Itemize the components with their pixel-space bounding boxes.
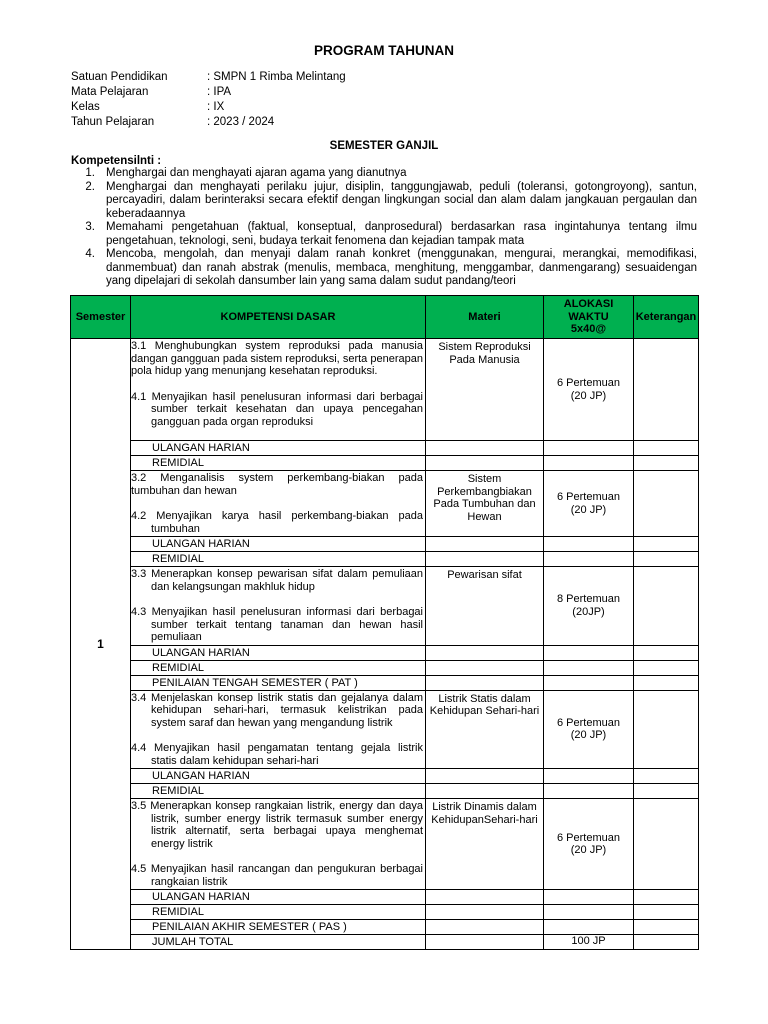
ki-number: 3.	[85, 221, 95, 233]
ulangan-harian: ULANGAN HARIAN	[131, 645, 426, 660]
header-kompetensi-dasar: KOMPETENSI DASAR	[131, 296, 426, 339]
info-row	[71, 100, 346, 115]
kd-cell	[131, 799, 426, 890]
total-label: JUMLAH TOTAL	[131, 935, 426, 950]
kd-3: 3.5 Menerapkan konsep rangkaian listrik, energy dan daya listrik, sumber energy listrik termasuk sumber energy listrik alternatif, serta berbagai upaya menghemat energy listrik	[131, 800, 423, 850]
ki-text: Mencoba, mengolah, dan menyaji dalam ranah konkret (menggunakan, mengurai, merangkai, memodifikasi, danmembuat) dan ranah abstrak (menulis, membaca, menghitung, menggambar, danmengarang) sesuaidengan yang dipelajari di sekolah dansumber lain yang sama dalam sudut pandang/teori	[106, 248, 697, 287]
alokasi-cell	[544, 690, 634, 769]
alokasi-line: 6 Pertemuan	[557, 377, 620, 389]
info-row	[71, 85, 346, 100]
alokasi-line: 6 Pertemuan	[557, 491, 620, 503]
info-row	[71, 70, 346, 85]
kd-4: 4.1 Menyajikan hasil penelusuran informasi dari berbagai sumber terkait kesehatan dan upaya pencegahan gangguan pada organ reproduksi	[131, 390, 423, 428]
materi-cell: Sistem Perkembangbiakan Pada Tumbuhan dan Hewan	[426, 471, 544, 537]
table-header-row	[71, 296, 699, 339]
alokasi-cell	[544, 471, 634, 537]
ki-item	[71, 221, 697, 248]
ulangan-harian: ULANGAN HARIAN	[131, 537, 426, 552]
ki-number: 2.	[85, 180, 95, 193]
alokasi-line: (20 JP)	[570, 389, 607, 402]
ki-list	[71, 167, 697, 289]
table-row	[71, 339, 699, 441]
info-value: : IPA	[207, 86, 232, 98]
alokasi-line: 6 Pertemuan	[557, 831, 620, 844]
info-label: Tahun Pelajaran	[71, 116, 155, 128]
remidial: REMIDIAL	[131, 905, 426, 920]
semester-heading: SEMESTER GANJIL	[329, 140, 439, 152]
alokasi-line: 8 Pertemuan	[557, 593, 620, 606]
header-semester: Semester	[71, 296, 131, 339]
header-materi: Materi	[426, 296, 544, 339]
semester-cell: 1	[71, 339, 131, 950]
table-row	[71, 567, 699, 646]
keterangan-cell	[634, 339, 699, 441]
alokasi-line: (20 JP)	[570, 729, 607, 742]
materi-cell: Listrik Statis dalam Kehidupan Sehari-hari	[426, 690, 544, 769]
materi-cell: Listrik Dinamis dalam KehidupanSehari-hari	[426, 799, 544, 890]
table-row	[71, 441, 699, 456]
alokasi-cell	[544, 339, 634, 441]
info-label: Mata Pelajaran	[71, 86, 149, 98]
ki-item	[71, 167, 697, 181]
info-value: : IX	[207, 101, 225, 113]
alokasi-line: (20 JP)	[570, 503, 607, 516]
ki-text: Menghargai dan menghayati perilaku jujur, disiplin, tanggungjawab, peduli (toleransi, gotongroyong), santun, percayadiri, dalam berinteraksi secara efektif dengan lingkungan social dan alam dalam jangkauan pergaulan dan keberadaannya	[106, 180, 697, 220]
header-alokasi-line: WAKTU	[568, 310, 609, 323]
pat-row: PENILAIAN TENGAH SEMESTER ( PAT )	[131, 675, 426, 690]
alokasi-line: (20JP)	[572, 605, 605, 618]
keterangan-cell	[634, 799, 699, 890]
materi-cell: Pewarisan sifat	[426, 567, 544, 646]
kd-3: 3.4 Menjelaskan konsep listrik statis dan gejalanya dalam kehidupan sehari-hari, termasuk kelistrikan pada system saraf dan hewan yang mengandung listrik	[131, 691, 423, 729]
ki-item	[71, 248, 697, 289]
info-label: Satuan Pendidikan	[71, 71, 168, 83]
kd-4: 4.3 Menyajikan hasil penelusuran informasi dari berbagai sumber terkait tentang tanaman dan hewan hasil pemuliaan	[131, 606, 423, 643]
kd-4: 4.2 Menyajikan karya hasil perkembang-biakan pada tumbuhan	[131, 510, 423, 535]
materi-cell: Sistem Reproduksi Pada Manusia	[426, 339, 544, 441]
info-row	[71, 115, 346, 130]
header-keterangan: Keterangan	[634, 296, 699, 339]
alokasi-line: 6 Pertemuan	[557, 716, 620, 729]
table-row	[71, 660, 699, 675]
info-label: Kelas	[71, 101, 100, 113]
table-row	[71, 890, 699, 905]
table-row	[71, 537, 699, 552]
remidial: REMIDIAL	[131, 456, 426, 471]
header-alokasi-line: ALOKASI	[563, 298, 614, 311]
total-value: 100 JP	[544, 935, 634, 950]
alokasi-cell	[544, 799, 634, 890]
kd-3: 3.1 Menghubungkan system reproduksi pada manusia dangan gangguan pada sistem reproduksi, serta penerapan pola hidup yang menunjang kesehatan reproduksi.	[131, 340, 423, 377]
identity-block	[71, 70, 346, 130]
program-table	[70, 295, 699, 950]
kd-3: 3.3 Menerapkan konsep pewarisan sifat dalam pemuliaan dan kelangsungan makhluk hidup	[131, 568, 423, 593]
alokasi-cell	[544, 567, 634, 646]
ki-item	[71, 181, 697, 222]
header-alokasi	[544, 296, 634, 339]
info-value: : 2023 / 2024	[207, 116, 275, 128]
alokasi-line: (20 JP)	[570, 844, 607, 856]
ulangan-harian: ULANGAN HARIAN	[131, 769, 426, 784]
table-row	[71, 552, 699, 567]
kd-cell	[131, 690, 426, 769]
table-row	[71, 675, 699, 690]
table-row	[71, 456, 699, 471]
ki-number: 1.	[85, 167, 95, 179]
table-row	[71, 690, 699, 769]
remidial: REMIDIAL	[131, 552, 426, 567]
table-row	[71, 935, 699, 950]
info-value: : SMPN 1 Rimba Melintang	[207, 71, 346, 83]
ki-number: 4.	[85, 248, 95, 260]
table-row	[71, 905, 699, 920]
ulangan-harian: ULANGAN HARIAN	[131, 441, 426, 456]
table-row	[71, 784, 699, 799]
table-row	[71, 920, 699, 935]
kd-cell	[131, 471, 426, 537]
ki-heading: Kompetensilnti :	[71, 155, 162, 167]
keterangan-cell	[634, 567, 699, 646]
keterangan-cell	[634, 471, 699, 537]
keterangan-cell	[634, 690, 699, 769]
ki-text: Memahami pengetahuan (faktual, konseptual, danprosedural) berdasarkan rasa ingintahunya tentang ilmu pengetahuan, teknologi, seni, budaya terkait fenomena dan kejadian tampak mata	[106, 221, 697, 247]
kd-4: 4.4 Menyajikan hasil pengamatan tentang gejala listrik statis dalam kehidupan sehari-hari	[131, 742, 423, 767]
pas-row: PENILAIAN AKHIR SEMESTER ( PAS )	[131, 920, 426, 935]
table-row	[71, 471, 699, 537]
kd-3: 3.2 Menganalisis system perkembang-biakan pada tumbuhan dan hewan	[131, 472, 423, 497]
table-row	[71, 769, 699, 784]
kd-cell	[131, 567, 426, 646]
document-title: PROGRAM TAHUNAN	[314, 43, 454, 58]
kd-4: 4.5 Menyajikan hasil rancangan dan pengukuran berbagai rangkaian listrik	[131, 863, 423, 888]
ulangan-harian: ULANGAN HARIAN	[131, 890, 426, 905]
remidial: REMIDIAL	[131, 784, 426, 799]
table-row	[71, 645, 699, 660]
header-alokasi-line: 5x40@	[570, 323, 607, 336]
table-row	[71, 799, 699, 890]
remidial: REMIDIAL	[131, 660, 426, 675]
kd-cell	[131, 339, 426, 441]
ki-text: Menghargai dan menghayati ajaran agama yang dianutnya	[106, 167, 407, 179]
